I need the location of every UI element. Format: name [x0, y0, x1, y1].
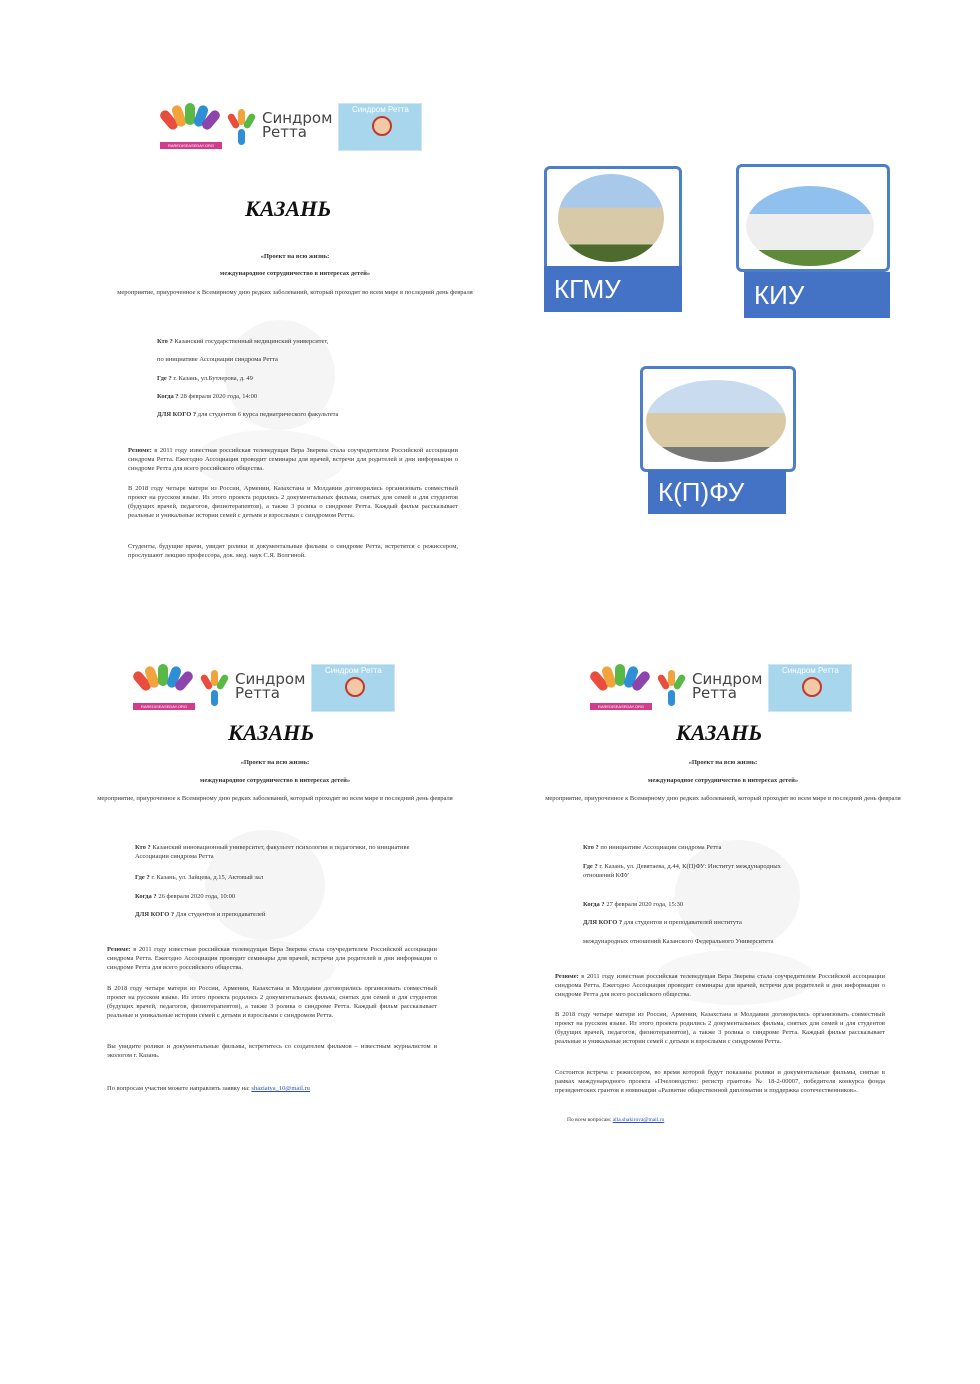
headline-1: «Проект на всю жизнь:: [260, 253, 330, 260]
headline-2: международное сотрудничество в интересах детей»: [199, 777, 351, 784]
for-line-2: международных отношений Казанского Федерального Университета: [583, 938, 774, 945]
kpfu-building-photo: [646, 380, 786, 462]
where-line: Где ? г. Казань, ул. Девятаева, д.44, К(П)ФУ: Институт международных отношений КФУ: [583, 863, 781, 879]
headline-1: «Проект на всю жизнь:: [240, 759, 310, 766]
hands-caption: RAREDISEASEDAY.ORG: [160, 142, 222, 149]
intro-text: мероприятие, приуроченное к Всемирному дню редких заболеваний, который проходит во всем мире в последний день февраля: [545, 795, 901, 802]
university-card-kpfu: [640, 366, 800, 516]
summary-text: Резюме: в 2011 году известная российская телеведущая Вера Зверева стала соучредителем Российской ассоциации синдрома Ретта. Ежегодно Ассоциация проводит семинары для врачей, встречи для родителей и дни информации о синдроме Ретта для всего российского общества.: [107, 946, 437, 971]
rare-disease-day-logo: [133, 666, 195, 710]
watermark-logo: [675, 840, 800, 950]
summary-text: Резюме: в 2011 году известная российская телеведущая Вера Зверева стала соучредителем Российской ассоциации синдрома Ретта. Ежегодно Ассоциация проводит семинары для врачей, встречи для родителей и дни информации о синдроме Ретта для всего российского общества.: [555, 973, 885, 998]
intro-text: мероприятие, приуроченное к Всемирному дню редких заболеваний, который проходит во всем мире в последний день февраля: [117, 289, 473, 296]
for-line: ДЛЯ КОГО ? Для студентов и преподавателей: [135, 911, 266, 918]
hands-caption: RAREDISEASEDAY.ORG: [133, 703, 195, 710]
logo-row: [133, 664, 395, 712]
contact-line: По всем вопросам: alla.shakirova@mail.ru: [567, 1117, 665, 1123]
kiu-building-photo: [746, 186, 874, 266]
paragraph-3: Состоится встреча с режиссером, во время которой будут показаны ролики и документальные фильмы, снятые в рамках международного проекта «Пчеловодство: регистр грантов» № 18-2-00007, победителя конкурса фонда президентских грантов в номинации «Развитие общественной дипломатии и поддержка соотечественников».: [555, 1069, 885, 1094]
paragraph-3: Студенты, будущие врачи, увидят ролики и документальные фильмы о синдроме Ретта, встретятся с режиссером, прослушают лекцию профессора, док. мед. наук С.Я. Волгиной.: [128, 543, 458, 559]
logo-row: [590, 664, 852, 712]
headline-2: международное сотрудничество в интересах детей»: [219, 270, 371, 277]
who-line-2: по инициативе Ассоциации синдрома Ретта: [157, 356, 278, 363]
headline-1: «Проект на всю жизнь:: [688, 759, 758, 766]
for-line: ДЛЯ КОГО ? для студентов и преподавателей института: [583, 919, 742, 926]
where-line: Где ? г. Казань, ул.Бутлерова, д. 49: [157, 375, 253, 382]
university-card-kiu: [736, 164, 892, 324]
city-title: КАЗАНЬ: [676, 720, 763, 745]
rett-banner: Синдром Ретта: [768, 664, 852, 712]
rett-brand-text: Синдром Ретта: [262, 108, 333, 141]
hands-caption: RAREDISEASEDAY.ORG: [590, 703, 652, 710]
rett-hands-logo: [228, 105, 256, 149]
who-line: Кто ? Казанский инновационный университет, факультет психологии и педагогики, по инициативе Ассоциации синдрома Ретта: [135, 844, 410, 860]
who-line: Кто ? по инициативе Ассоциации синдрома Ретта: [583, 844, 722, 851]
kgmu-label: КГМУ: [544, 266, 682, 312]
kiu-label: КИУ: [744, 272, 890, 318]
contact-line: По вопросам участия можете направлять заявку на: shaziatya_10@mail.ru: [107, 1085, 310, 1092]
paragraph-3: Вы увидите ролики и документальные фильмы, встретитесь со создателем фильмов – известным журналистом и экологом г. Казань.: [107, 1043, 437, 1059]
rare-disease-day-logo: [160, 105, 222, 149]
rett-brand-text: Синдром Ретта: [692, 669, 763, 702]
paragraph-2: В 2018 году четыре матери из России, Армении, Казахстана и Молдавии договорились организовать совместный проект на русском языке. Из этого проекта родились 2 документальных фильма, снятых для семей и для студентов (будущих врачей, педагогов, физиотерапевтов), а также 3 ролика о синдроме Ретта. Каждый фильм рассказывает реальные и уникальные истории семей с детьми и взрослыми с синдромом Ретта.: [107, 985, 437, 1019]
flyer-kgmu: [0, 0, 500, 600]
university-card-kgmu: [544, 166, 684, 316]
when-line: Когда ? 27 февраля 2020 года, 15:30: [583, 901, 684, 908]
rett-banner: Синдром Ретта: [311, 664, 395, 712]
kgmu-building-photo: [558, 174, 664, 262]
flyer-kiu: [0, 640, 480, 1140]
rett-hands-logo: [201, 666, 229, 710]
contact-email-link[interactable]: shaziatya_10@mail.ru: [251, 1085, 310, 1092]
logo-row: [160, 103, 422, 151]
rett-brand-text: Синдром Ретта: [235, 669, 306, 702]
when-line: Когда ? 28 февраля 2020 года, 14:00: [157, 393, 258, 400]
intro-text: мероприятие, приуроченное к Всемирному дню редких заболеваний, который проходит во всем мире в последний день февраля: [97, 795, 453, 802]
kpfu-label: К(П)ФУ: [648, 470, 786, 514]
summary-text: Резюме: в 2011 году известная российская телеведущая Вера Зверева стала соучредителем Российской ассоциации синдрома Ретта. Ежегодно Ассоциация проводит семинары для врачей, встречи для родителей и дни информации о синдроме Ретта для всего российского общества.: [128, 447, 458, 472]
girl-illustration: [345, 677, 365, 697]
rare-disease-day-logo: [590, 666, 652, 710]
city-title: КАЗАНЬ: [228, 720, 315, 745]
who-line: Кто ? Казанский государственный медицинский университет,: [157, 338, 329, 345]
headline-2: международное сотрудничество в интересах детей»: [647, 777, 799, 784]
contact-email-link[interactable]: alla.shakirova@mail.ru: [612, 1117, 665, 1123]
girl-illustration: [372, 116, 392, 136]
rett-banner: Синдром Ретта: [338, 103, 422, 151]
where-line: Где ? г. Казань, ул. Зайцева, д.15, Актовый зал: [135, 874, 264, 881]
paragraph-2: В 2018 году четыре матери из России, Армении, Казахстана и Молдавии договорились организовать совместный проект на русском языке. Из этого проекта родились 2 документальных фильма, снятых для семей и для студентов (будущих врачей, педагогов, физиотерапевтов), а также 3 ролика о синдроме Ретта. Каждый фильм рассказывает реальные и уникальные истории семей с детьми и взрослыми с синдромом Ретта.: [555, 1011, 885, 1045]
girl-illustration: [802, 677, 822, 697]
for-line: ДЛЯ КОГО ? для студентов 6 курса педиатрического факультета: [157, 411, 339, 418]
when-line: Когда ? 26 февраля 2020 года, 10:00: [135, 893, 236, 900]
rett-hands-logo: [658, 666, 686, 710]
paragraph-2: В 2018 году четыре матери из России, Армении, Казахстана и Молдавии договорились организовать совместный проект на русском языке. Из этого проекта родились 2 документальных фильма, снятых для семей и для студентов (будущих врачей, педагогов, физиотерапевтов), а также 3 ролика о синдроме Ретта. Каждый фильм рассказывает реальные и уникальные истории семей с детьми и взрослыми с синдромом Ретта.: [128, 485, 458, 519]
flyer-kpfu: [480, 640, 980, 1140]
city-title: КАЗАНЬ: [245, 196, 332, 221]
